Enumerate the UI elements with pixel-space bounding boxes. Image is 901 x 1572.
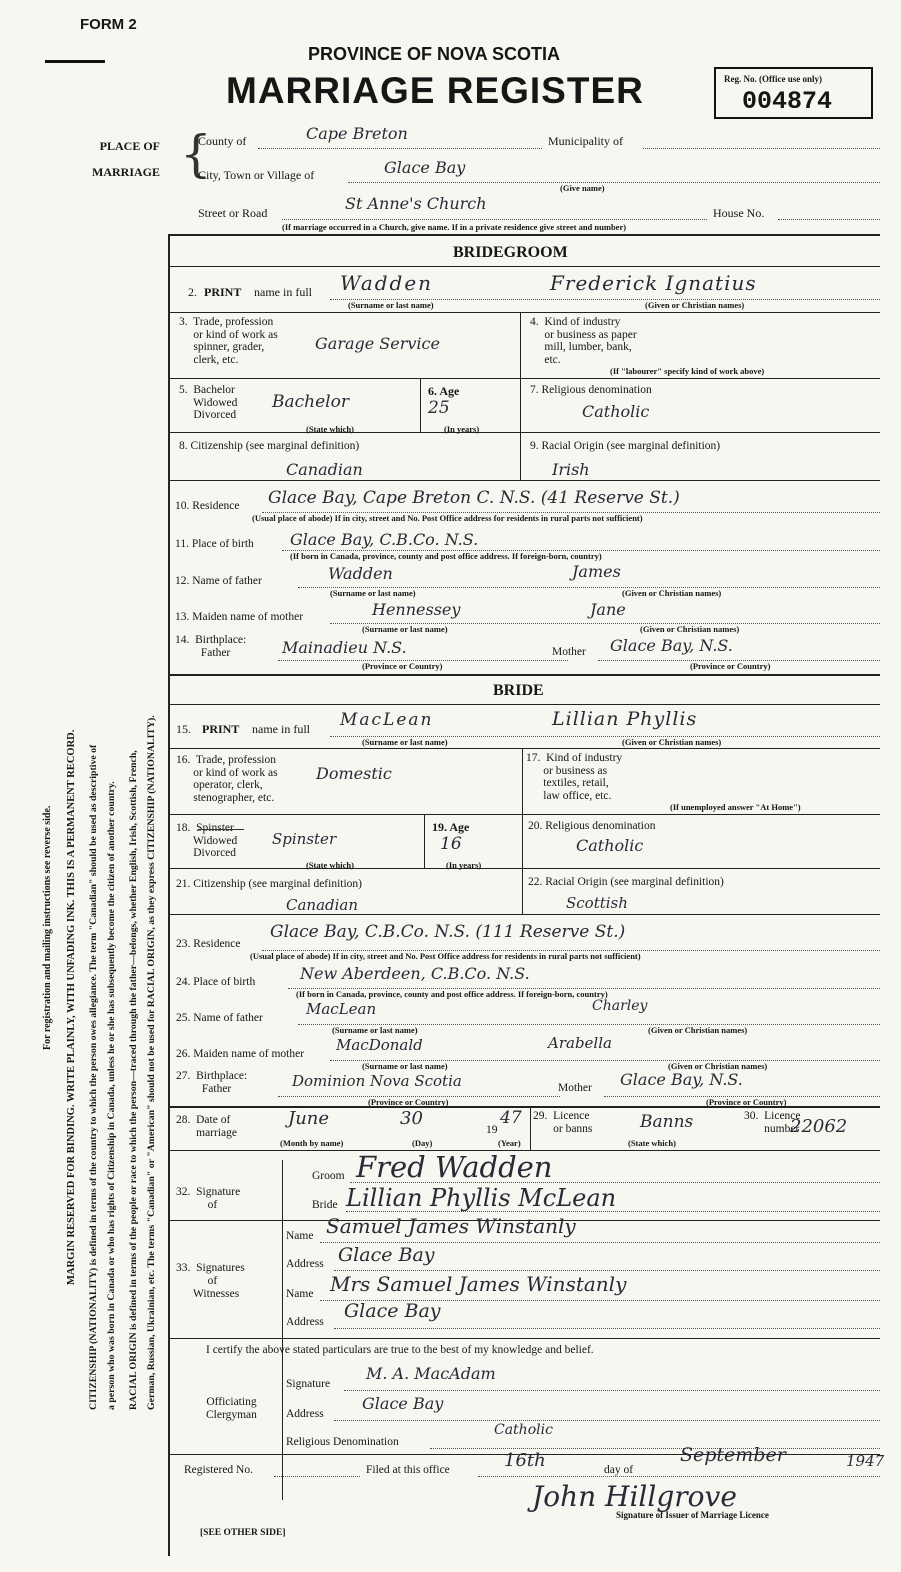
place-label: PLACE OF MARRIAGE — [92, 139, 160, 179]
margin-mark — [45, 60, 105, 63]
q12-label: 12. Name of father — [175, 575, 262, 587]
q2-number: 2. — [188, 285, 197, 299]
rule — [420, 378, 421, 432]
city-line — [348, 182, 880, 183]
groom-father-surname: Wadden — [328, 564, 393, 583]
line — [334, 1328, 880, 1329]
q16-label: 16. Trade, profession or kind of work as operator, clerk, stenographer, etc. — [176, 754, 278, 804]
groom-given: Frederick Ignatius — [550, 271, 757, 295]
bride-age: 16 — [440, 834, 462, 854]
q25-label: 25. Name of father — [176, 1012, 263, 1024]
q17-hint: (If unemployed answer "At Home") — [670, 802, 801, 812]
form-number: FORM 2 — [80, 16, 137, 33]
filed-year: 1947 — [846, 1452, 885, 1470]
groom-father-birthplace: Mainadieu N.S. — [282, 638, 407, 657]
witness1-address: Glace Bay — [338, 1244, 435, 1266]
q21-label: 21. Citizenship (see marginal definition) — [176, 878, 362, 890]
bride-racial: Scottish — [566, 894, 628, 912]
licence-number: 22062 — [790, 1116, 848, 1137]
licence-or-banns: Banns — [640, 1112, 694, 1132]
q4-hint: (If "labourer" specify kind of work above) — [610, 366, 765, 376]
groom-age: 25 — [428, 398, 450, 418]
line — [334, 1270, 880, 1271]
hint: (Given or Christian names) — [640, 624, 740, 634]
hint: (Province or Country) — [362, 661, 443, 671]
clergy-address: Glace Bay — [362, 1394, 444, 1413]
rule — [168, 266, 880, 267]
denomination-label: Religious Denomination — [286, 1436, 399, 1448]
county-value: Cape Breton — [306, 124, 408, 143]
bride-mother-given: Arabella — [548, 1034, 612, 1052]
q14-label: 14. Birthplace: Father — [175, 634, 247, 659]
issuer-signature: John Hillgrove — [532, 1480, 737, 1513]
witness2-name: Mrs Samuel James Winstanly — [330, 1272, 627, 1296]
page-title: MARRIAGE REGISTER — [226, 70, 644, 111]
bride-citizenship: Canadian — [286, 896, 359, 914]
marriage-month: June — [288, 1108, 330, 1129]
issuer-label: Signature of Issuer of Marriage Licence — [616, 1510, 769, 1520]
bridegroom-heading: BRIDEGROOM — [453, 244, 568, 261]
bride-mother-surname: MacDonald — [336, 1036, 423, 1054]
groom-signature: Fred Wadden — [356, 1150, 553, 1184]
margin-racial-2: German, Russian, Ukrainian, etc. The terms "Canadian" or "American" should not be used for RACIAL ORIGIN, as they express CITIZENSHIP (NATIONALITY). — [146, 715, 157, 1410]
bride-given: Lillian Phyllis — [552, 708, 698, 730]
mother-birthplace-label: Mother — [552, 646, 586, 658]
q8-label: 8. Citizenship (see marginal definition) — [179, 440, 360, 452]
strike — [198, 829, 244, 830]
rule — [522, 748, 523, 914]
reg-number: 004874 — [742, 87, 833, 116]
rule — [168, 480, 880, 481]
day-of-label: day of — [604, 1464, 634, 1476]
q10-label: 10. Residence — [175, 500, 240, 512]
w2-address-label: Address — [286, 1316, 324, 1328]
month-hint: (Month by name) — [280, 1138, 344, 1148]
see-other-side: [SEE OTHER SIDE] — [200, 1528, 286, 1538]
street-value: St Anne's Church — [345, 194, 487, 213]
rule — [168, 868, 880, 869]
w1-name-label: Name — [286, 1230, 314, 1242]
hint: (Surname or last name) — [362, 737, 448, 747]
house-line — [778, 219, 880, 220]
hint: (Surname or last name) — [332, 1025, 418, 1035]
year-hint: (Year) — [498, 1138, 521, 1148]
hint: (Surname or last name) — [362, 1061, 448, 1071]
bride-religion: Catholic — [576, 836, 644, 855]
groom-status: Bachelor — [272, 392, 349, 412]
bride-father-surname: MacLean — [306, 1000, 377, 1018]
q2-label: name in full — [254, 285, 312, 299]
clergy-signature: M. A. MacAdam — [366, 1364, 496, 1383]
house-label: House No. — [713, 206, 765, 220]
bride-signature: Lillian Phyllis McLean — [346, 1184, 617, 1212]
q15-label: name in full — [252, 722, 310, 736]
q33-label: 33. Signatures of Witnesses — [176, 1262, 245, 1300]
q22-label: 22. Racial Origin (see marginal definition) — [528, 876, 724, 888]
hint: (Surname or last name) — [362, 624, 448, 634]
groom-surname: Wadden — [340, 271, 434, 295]
q32-label: 32. Signature of — [176, 1186, 241, 1211]
bride-heading: BRIDE — [493, 682, 544, 699]
bride-father-given: Charley — [592, 998, 648, 1014]
groom-father-given: James — [572, 562, 621, 581]
groom-trade: Garage Service — [315, 334, 440, 353]
hint: (Given or Christian names) — [648, 1025, 748, 1035]
filed-month: September — [680, 1444, 786, 1466]
q9-label: 9. Racial Origin (see marginal definition) — [530, 440, 721, 452]
w1-address-label: Address — [286, 1258, 324, 1270]
frame-top — [168, 234, 880, 236]
bride-sig-label: Bride — [312, 1199, 338, 1211]
q11-label: 11. Place of birth — [175, 538, 254, 550]
q26-label: 26. Maiden name of mother — [176, 1048, 305, 1060]
street-line — [282, 219, 707, 220]
street-note: (If marriage occurred in a Church, give name. If in a private residence give street and number) — [282, 222, 627, 232]
bride-surname: MacLean — [340, 710, 434, 730]
groom-mother-surname: Hennessey — [372, 600, 461, 619]
hint: (State which) — [306, 860, 354, 870]
hint: (State which) — [628, 1138, 676, 1148]
city-label: City, Town or Village of — [198, 168, 315, 182]
bride-birthplace: New Aberdeen, C.B.Co. N.S. — [300, 964, 530, 983]
groom-mother-given: Jane — [590, 600, 626, 619]
filed-label: Filed at this office — [366, 1464, 450, 1476]
hint: (Given or Christian names) — [622, 588, 722, 598]
state-which: (State which) — [306, 424, 354, 434]
q23-label: 23. Residence — [176, 938, 241, 950]
rule — [168, 748, 880, 749]
q19-label: 19. Age — [432, 820, 470, 834]
groom-racial: Irish — [552, 460, 590, 479]
clergy-sig-label: Signature — [286, 1378, 331, 1390]
reg-label: Reg. No. (Office use only) — [724, 74, 822, 84]
bride-father-birthplace: Dominion Nova Scotia — [292, 1072, 462, 1090]
line — [344, 1390, 880, 1391]
groom-citizenship: Canadian — [286, 460, 363, 479]
witness1-name: Samuel James Winstanly — [326, 1214, 576, 1238]
residence-hint: (Usual place of abode) If in city, street and No. Post Office address for residents in rural parts not sufficient) — [252, 513, 643, 523]
marriage-day: 30 — [400, 1108, 423, 1129]
groom-religion: Catholic — [582, 402, 650, 421]
hint: (Surname or last name) — [330, 588, 416, 598]
marriage-year: 47 — [500, 1108, 522, 1128]
rule — [520, 312, 521, 480]
q3-label: 3. Trade, profession or kind of work as spinner, grader, clerk, etc. — [179, 316, 278, 366]
hint: (Province or Country) — [690, 661, 771, 671]
q29-label: 29. Licence or banns — [533, 1110, 593, 1135]
street-label: Street or Road — [198, 206, 268, 220]
q27-label: 27. Birthplace: Father — [176, 1070, 248, 1095]
province-heading: PROVINCE OF NOVA SCOTIA — [308, 44, 561, 64]
q17-label: 17. Kind of industry or business as textiles, retail, law office, etc. — [526, 752, 623, 802]
rule — [168, 432, 880, 433]
day-hint: (Day) — [412, 1138, 433, 1148]
hint: (Usual place of abode) If in city, street and No. Post Office address for residents in rural parts not sufficient) — [250, 951, 641, 961]
county-line — [258, 148, 542, 149]
line — [320, 1242, 880, 1243]
q28-label: 28. Date of marriage — [176, 1114, 237, 1139]
margin-citizenship-1: CITIZENSHIP (NATIONALITY) is defined in terms of the country to which the person owes allegiance. The term "Canadian" should be used as descriptive of — [88, 744, 99, 1410]
q6-label: 6. Age — [428, 384, 460, 398]
municipality-line — [643, 148, 880, 149]
county-label: County of — [198, 134, 247, 148]
clergy-denomination: Catholic — [494, 1422, 553, 1438]
reg-box — [714, 67, 873, 119]
place-brace: { — [180, 125, 212, 183]
bride-status: Spinster — [272, 830, 337, 848]
rule — [168, 704, 880, 705]
line — [430, 1448, 880, 1449]
give-name-hint: (Give name) — [560, 183, 605, 193]
rule — [168, 312, 880, 313]
q2-print: PRINT — [204, 285, 242, 299]
margin-citizenship-2: a person who was born in Canada or who has rights of Citizenship in Canada, unless he or she has subsequently become the citizen of another country. — [106, 781, 117, 1410]
q24-label: 24. Place of birth — [176, 976, 256, 988]
municipality-label: Municipality of — [548, 134, 623, 148]
certify-statement: I certify the above stated particulars are true to the best of my knowledge and belief. — [206, 1344, 594, 1356]
line — [334, 1420, 880, 1421]
q15-number: 15. — [176, 722, 191, 736]
in-years: (In years) — [444, 424, 480, 434]
hint: (Province or Country) — [706, 1097, 787, 1107]
rule — [168, 1338, 880, 1339]
rule — [168, 674, 880, 676]
margin-note-instructions: For registration and mailing instructions see reverse side. — [42, 805, 53, 1050]
q18-label: 18. Spinster Widowed Divorced — [176, 822, 238, 859]
line — [478, 1476, 880, 1477]
q20-label: 20. Religious denomination — [528, 820, 656, 832]
registered-label: Registered No. — [184, 1464, 253, 1476]
q4-label: 4. Kind of industry or business as paper mill, lumber, bank, etc. — [530, 316, 637, 366]
rule — [424, 814, 425, 868]
groom-mother-birthplace: Glace Bay, N.S. — [610, 636, 733, 655]
q13-label: 13. Maiden name of mother — [175, 611, 304, 623]
city-value: Glace Bay — [384, 158, 466, 177]
rule — [168, 378, 880, 379]
clergy-label: Officiating Clergyman — [206, 1396, 257, 1421]
year-prefix: 19 — [486, 1124, 498, 1136]
margin-racial-1: RACIAL ORIGIN is defined in terms of the people or race to which the person—traced through the father—belongs, whether English, Irish, Scottish, French, — [128, 750, 139, 1410]
hint: (Given or Christian names) — [622, 737, 722, 747]
hint: (Province or Country) — [368, 1097, 449, 1107]
hint: (In years) — [446, 860, 482, 870]
q7-label: 7. Religious denomination — [530, 384, 652, 396]
q5-label: 5. Bachelor Widowed Divorced — [179, 384, 238, 421]
rule — [168, 1106, 880, 1108]
bride-mother-birthplace-label: Mother — [558, 1082, 592, 1094]
given-hint: (Given or Christian names) — [645, 300, 745, 310]
surname-hint: (Surname or last name) — [348, 300, 434, 310]
bride-residence: Glace Bay, C.B.Co. N.S. (111 Reserve St.) — [270, 922, 626, 942]
groom-sig-label: Groom — [312, 1170, 345, 1182]
rule — [168, 914, 880, 915]
groom-residence: Glace Bay, Cape Breton C. N.S. (41 Reserve St.) — [268, 488, 680, 508]
clergy-address-label: Address — [286, 1408, 324, 1420]
bride-mother-birthplace: Glace Bay, N.S. — [620, 1070, 743, 1089]
hint: (If born in Canada, province, county and post office address. If foreign-born, country) — [296, 989, 608, 999]
bride-trade: Domestic — [316, 764, 392, 783]
margin-note-binding: MARGIN RESERVED FOR BINDING. WRITE PLAINLY, WITH UNFADING INK. THIS IS A PERMANENT RECORD. — [66, 729, 77, 1285]
rule — [530, 1106, 531, 1150]
rule — [168, 814, 880, 815]
filed-day: 16th — [504, 1450, 546, 1471]
q15-print: PRINT — [202, 722, 240, 736]
hint: (Given or Christian names) — [668, 1061, 768, 1071]
q30-label: 30. Licence number — [744, 1110, 801, 1135]
groom-birthplace: Glace Bay, C.B.Co. N.S. — [290, 530, 479, 549]
rule — [282, 1160, 283, 1500]
witness2-address: Glace Bay — [344, 1300, 441, 1322]
line — [274, 1476, 360, 1477]
w2-name-label: Name — [286, 1288, 314, 1300]
birthplace-hint: (If born in Canada, province, county and post office address. If foreign-born, country) — [290, 551, 602, 561]
